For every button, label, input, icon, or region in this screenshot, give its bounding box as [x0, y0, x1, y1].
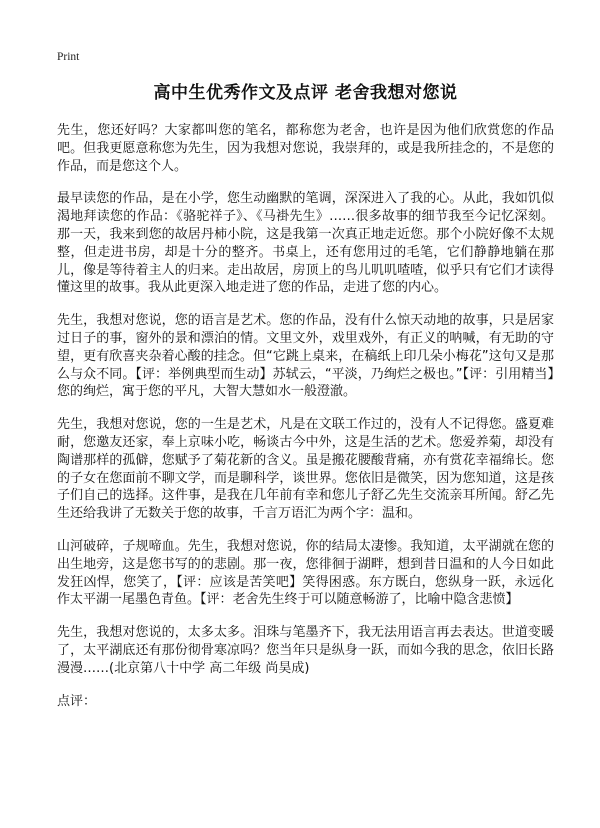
- print-link[interactable]: Print: [57, 51, 80, 63]
- paragraph-2: 最早读您的作品，是在小学，您生动幽默的笔调，深深进入了我的心。从此，我如饥似渴地拜读您的作品：《骆驼祥子》、《马褂先生》……很多故事的细节我至今记忆深刻。那一天，我来到您的故居丹柿小院，这是我第一次真正地走近您。那个小院好像不太规整，但走进书房，却是十分的整齐。书桌上，还有您用过的毛笔，它们静静地躺在那儿，像是等待着主人的归来。走出故居，房顶上的鸟儿叽叽喳喳，似乎只有它们才读得懂这里的故事。我从此更深入地走进了您的作品，走进了您的内心。: [57, 191, 554, 296]
- paragraph-1: 先生，您还好吗？大家都叫您的笔名，都称您为老舍，也许是因为他们欣赏您的作品吧。但我更愿意称您为先生，因为我想对您说，我崇拜的，或是我所挂念的，不是您的作品，而是您这个人。: [57, 123, 554, 174]
- comment-label: 点评：: [57, 693, 97, 709]
- article-title: 高中生优秀作文及点评 老舍我想对您说: [153, 83, 458, 103]
- paragraph-3: 先生，我想对您说，您的语言是艺术。您的作品，没有什么惊天动地的故事，只是居家过日子的事，窗外的景和漂泊的情。文里文外，戏里戏外，有正义的呐喊，有无助的守望，更有欣喜夹杂着心酸的挂念。但“它跳上桌来，在稿纸上印几朵小梅花”这句又是那么与众不同。【评：举例典型而生动】苏轼云，“平淡，乃绚烂之极也。”【评：引用精当】您的绚烂，寓于您的平凡，大智大慧如水一般澄澈。: [57, 313, 554, 400]
- paragraph-4: 先生，我想对您说，您的一生是艺术，凡是在文联工作过的，没有人不记得您。盛夏难耐，您邀友还家，奉上京味小吃，畅谈古今中外，这是生活的艺术。您爱养菊，却没有陶谱那样的孤僻，您赋予了菊花新的含义。虽是搬花腰酸背痛，亦有赏花幸福绵长。您的子女在您面前不聊文学，而是聊科学，谈世界。您依旧是微笑，因为您知道，这是孩子们自己的选择。这件事，是我在几年前有幸和您儿子舒乙先生交流亲耳所闻。舒乙先生还给我讲了无数关于您的故事，千言万语汇为两个字：温和。: [57, 417, 554, 522]
- paragraph-5: 山河破碎，子规啼血。先生，我想对您说，你的结局太凄惨。我知道，太平湖就在您的出生地旁，这是您书写的的悲剧。那一夜，您徘徊于湖畔，想到昔日温和的人今日如此发狂凶悍，您笑了，【评：应该是苦笑吧】笑得困惑。东方既白，您纵身一跃，永远化作太平湖一尾墨色青鱼。【评：老舍先生终于可以随意畅游了，比喻中隐含悲愤】: [57, 538, 554, 608]
- paragraph-6: 先生，我想对您说的，太多太多。泪珠与笔墨齐下，我无法用语言再去表达。世道变暖了，太平湖底还有那份彻骨寒凉吗？您当年只是纵身一跃，而如今我的思念，依旧长路漫漫……(北京第八十中学 高二年级 尚昊成): [57, 625, 554, 676]
- article-body: [57, 122, 554, 710]
